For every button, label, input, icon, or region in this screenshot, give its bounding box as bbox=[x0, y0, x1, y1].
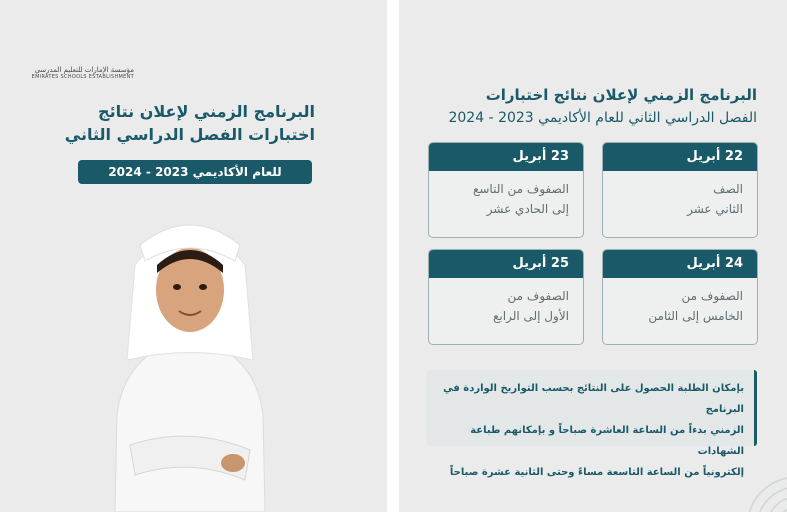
card-grades bbox=[429, 278, 583, 326]
notice-line3: إلكترونياً من الساعة التاسعة مساءً وحتى الثانية عشرة صباحاً bbox=[449, 467, 744, 478]
left-title-line1: البرنامج الزمني لإعلان نتائج bbox=[98, 102, 315, 121]
card-grades bbox=[603, 278, 757, 326]
card-grades-line2: الأول إلى الرابع bbox=[493, 309, 569, 323]
student-photo bbox=[95, 195, 285, 512]
card-date: 25 أبريل bbox=[429, 250, 583, 278]
logo-english-text: EMIRATES SCHOOLS ESTABLISHMENT bbox=[31, 74, 134, 80]
academic-year-banner: للعام الأكاديمي 2023 - 2024 bbox=[78, 160, 312, 184]
schedule-card-23 bbox=[428, 142, 584, 238]
schedule-card-22 bbox=[602, 142, 758, 238]
notice-line1: بإمكان الطلبة الحصول على النتائج بحسب التواريخ الواردة في البرنامج bbox=[443, 383, 744, 415]
left-panel bbox=[0, 0, 387, 512]
card-grades-line1: الصفوف من bbox=[681, 289, 743, 303]
left-title-line2: اختبارات الفصل الدراسي الثاني bbox=[64, 125, 315, 144]
card-grades-line2: الخامس إلى الثامن bbox=[648, 309, 743, 323]
card-grades bbox=[429, 171, 583, 219]
left-title bbox=[35, 100, 315, 146]
right-panel bbox=[399, 0, 787, 512]
card-date: 23 أبريل bbox=[429, 143, 583, 171]
right-title: البرنامج الزمني لإعلان نتائج اختبارات bbox=[485, 86, 757, 104]
card-grades-line1: الصفوف من bbox=[507, 289, 569, 303]
notice-line2: الزمني بدءاً من الساعة العاشرة صباحاً و بإمكانهم طباعة الشهادات bbox=[470, 425, 744, 457]
schedule-card-24 bbox=[602, 249, 758, 345]
logo-arabic-text: مؤسسة الإمارات للتعليم المدرسي bbox=[34, 66, 134, 74]
card-grades-line2: الثاني عشر bbox=[687, 202, 743, 216]
card-date: 24 أبريل bbox=[603, 250, 757, 278]
ese-logo bbox=[24, 66, 134, 80]
results-notice bbox=[427, 370, 757, 478]
card-date: 22 أبريل bbox=[603, 143, 757, 171]
card-grades-line1: الصف bbox=[713, 182, 743, 196]
decorative-rings bbox=[727, 452, 787, 512]
right-subtitle: الفصل الدراسي الثاني للعام الأكاديمي 2023 - 2024 bbox=[448, 110, 757, 126]
card-grades-line2: إلى الحادي عشر bbox=[486, 202, 569, 216]
card-grades bbox=[603, 171, 757, 219]
decorative-arc bbox=[399, 0, 439, 70]
card-grades-line1: الصفوف من التاسع bbox=[472, 182, 569, 196]
schedule-card-25 bbox=[428, 249, 584, 345]
